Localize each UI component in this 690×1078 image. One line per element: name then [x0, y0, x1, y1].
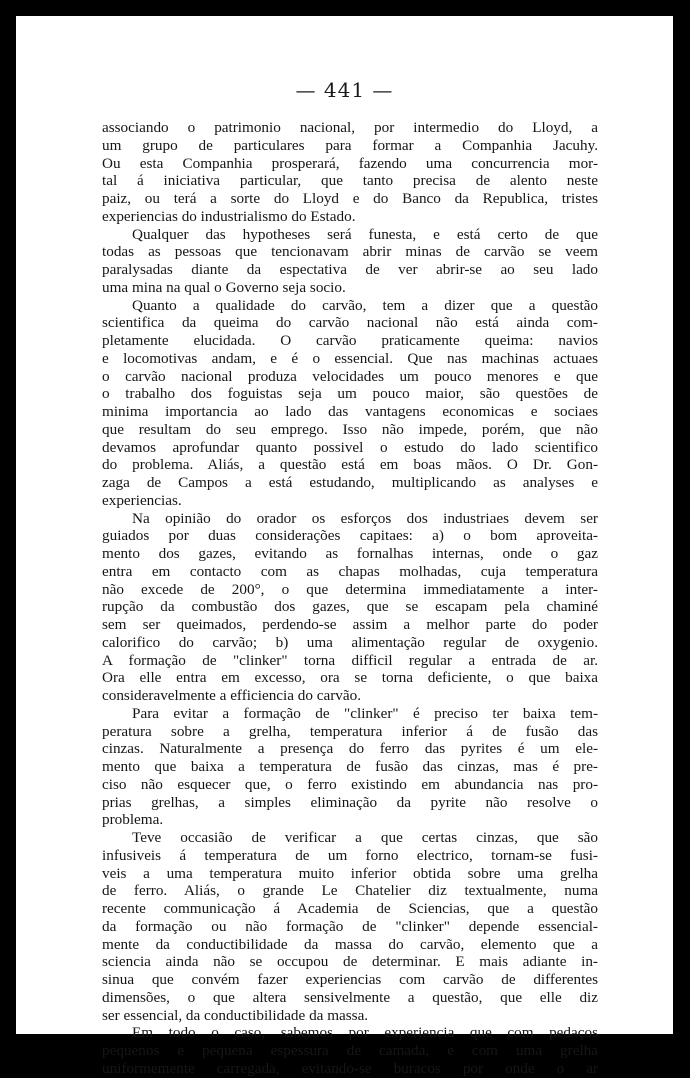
text-line: do problema. Aliás, a questão está em boas mãos. O Dr. Gon- [102, 456, 598, 474]
text-line: recente communicação á Academia de Sciencias, que a questão [102, 900, 598, 917]
text-line: Na opinião do orador os esforços dos industriaes devem ser [132, 509, 598, 527]
text-line: consideravelmente a efficiencia do carvão. [102, 687, 362, 704]
text-line: ciso não esquecer que, o ferro existindo em abundancia nas pro- [102, 775, 598, 793]
paragraph [102, 226, 598, 297]
text-line: mente da conductibilidade da massa do carvão, elemento que a [102, 935, 598, 953]
text-line: prias grelhas, a simples eliminação da pyrite não resolve o [102, 793, 598, 811]
text-line: mento dos gazes, evitando as fornalhas internas, onde o gaz [102, 545, 598, 562]
text-line: paiz, ou terá a sorte do Lloyd e do Banco da Republica, tristes [102, 190, 598, 207]
text-line: um grupo de particulares para formar a Companhia Jacuhy. [102, 136, 598, 154]
text-line: que resultam do seu emprego. Isso não impede, porém, que não [102, 420, 598, 438]
text-line: mento que baixa a temperatura de fusão das cinzas, mas é pre- [102, 758, 598, 775]
text-line: devamos aprofundar quanto possivel o estudo do lado scientifico [102, 438, 598, 456]
text-line: pletamente elucidada. O carvão praticamente queima: navios [102, 332, 598, 349]
text-line: dimensões, o que altera sensivelmente a questão, que elle diz [102, 988, 598, 1006]
text-line: guiados por duas considerações capitaes: a) o bom aproveita- [102, 527, 598, 545]
paragraph [102, 119, 598, 226]
text-line: Em todo o caso, sabemos por experiencia que com pedaços [132, 1024, 598, 1042]
text-line: o carvão nacional produza velocidades um pouco menores e que [102, 367, 598, 385]
book-page [16, 16, 673, 1077]
text-line: Quanto a qualidade do carvão, tem a dizer que a questão [132, 296, 598, 314]
text-line: sciencia ainda não se occupou de determinar. E mais adiante in- [102, 953, 598, 971]
text-line: ser essencial, da conductibilidade da massa. [102, 1006, 369, 1024]
text-line: pequenos e pequena espessura de camada, e com uma grelha [102, 1042, 598, 1059]
text-line: A formação de "clinker" torna difficil regular a entrada de ar. [102, 651, 598, 669]
text-line: problema. [102, 811, 164, 829]
text-line: sinua que convém fazer experiencias com carvão de differentes [102, 971, 598, 988]
body-text [102, 119, 598, 1078]
paragraph [102, 705, 598, 829]
text-line: infusiveis á temperatura de um forno electrico, tornam-se fusi- [102, 846, 598, 864]
text-line: associando o patrimonio nacional, por intermedio do Lloyd, a [102, 119, 598, 136]
text-line: Ou esta Companhia prosperará, fazendo uma concurrencia mor- [102, 154, 598, 172]
text-line: o trabalho dos foguistas seja um pouco maior, são questões de [102, 385, 598, 403]
text-line: zaga de Campos a está estudando, multiplicando as analyses e [102, 474, 598, 491]
text-line: minima importancia ao lado das vantagens economicas e sociaes [102, 403, 598, 420]
text-line: entra em contacto com as chapas molhadas, cuja temperatura [102, 562, 598, 580]
text-line: rupção da combustão dos gazes, que se escapam pela chaminé [102, 598, 598, 616]
text-line: uma mina na qual o Governo seja socio. [102, 278, 346, 296]
text-line: peratura sobre a grelha, temperatura inferior á de fusão das [102, 722, 598, 740]
text-line: da formação ou não formação de "clinker" depende essencial- [102, 917, 598, 935]
text-line: calorifico do carvão; b) uma alimentação regular de oxygenio. [102, 633, 598, 651]
text-line: Ora elle entra em excesso, ora se torna deficiente, o que baixa [102, 669, 598, 687]
text-line: não excede de 200°, o que determina immediatamente a inter- [102, 580, 598, 598]
text-line: uniformemente carregada, evitando-se buracos por onde o ar [102, 1059, 598, 1077]
text-line: e locomotivas andam, e é o essencial. Que nas machinas actuaes [102, 349, 598, 367]
text-line: experiencias do industrialismo do Estado. [102, 207, 356, 225]
text-line: tal á iniciativa particular, que tanto precisa de alento neste [102, 172, 598, 190]
text-line: Teve occasião de verificar a que certas cinzas, que são [132, 829, 598, 846]
paragraph [102, 829, 598, 1024]
text-line: sem ser queimados, perdendo-se assim a melhor parte do poder [102, 616, 598, 633]
paragraph [102, 297, 598, 510]
text-line: de ferro. Aliás, o grande Le Chatelier diz textualmente, numa [102, 882, 598, 900]
paragraph [102, 510, 598, 705]
text-line: paralysadas diante da espectativa de ver abrir-se ao seu lado [102, 261, 598, 278]
paragraph [102, 1024, 598, 1077]
text-line: veis a uma temperatura muito inferior obtida sobre uma grelha [102, 864, 598, 882]
text-line: experiencias. [102, 491, 182, 509]
text-line: Qualquer das hypotheses será funesta, e está certo de que [132, 225, 598, 243]
text-line: Para evitar a formação de "clinker" é preciso ter baixa tem- [132, 704, 598, 722]
text-line: scientifica da queima do carvão nacional não está ainda com- [102, 314, 598, 332]
page-number: — 441 — [295, 78, 394, 102]
text-line: todas as pessoas que tencionavam abrir minas de carvão se veem [102, 243, 598, 261]
text-line: cinzas. Naturalmente a presença do ferro das pyrites é um ele- [102, 740, 598, 758]
